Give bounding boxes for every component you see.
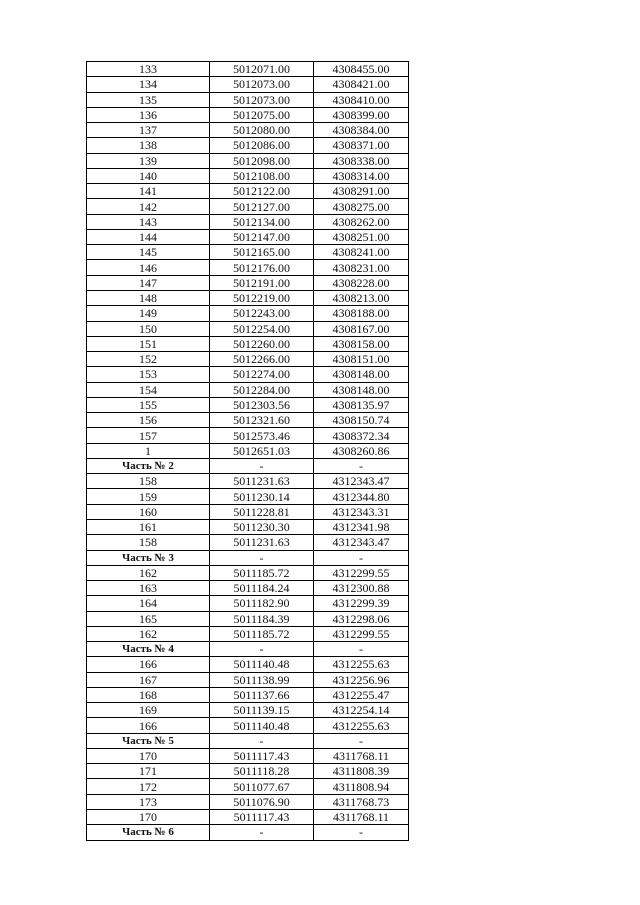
point-number-cell: 152 bbox=[87, 352, 210, 367]
table-row bbox=[87, 657, 409, 672]
point-number-cell: 150 bbox=[87, 321, 210, 336]
y-coordinate-cell: 4308262.00 bbox=[314, 214, 409, 229]
x-coordinate-cell: 5012651.03 bbox=[210, 443, 314, 458]
table-row bbox=[87, 489, 409, 504]
point-number-cell: 159 bbox=[87, 489, 210, 504]
table-section-row bbox=[87, 550, 409, 565]
y-coordinate-cell: 4308228.00 bbox=[314, 275, 409, 290]
point-number-cell: 166 bbox=[87, 718, 210, 733]
table-row bbox=[87, 138, 409, 153]
y-coordinate-cell: 4312300.88 bbox=[314, 581, 409, 596]
point-number-cell: 137 bbox=[87, 123, 210, 138]
table-row bbox=[87, 336, 409, 351]
table-row bbox=[87, 672, 409, 687]
x-coordinate-cell: 5011185.72 bbox=[210, 626, 314, 641]
table-row bbox=[87, 794, 409, 809]
table-row bbox=[87, 107, 409, 122]
y-coordinate-cell: 4312344.80 bbox=[314, 489, 409, 504]
y-coordinate-cell: 4312343.31 bbox=[314, 504, 409, 519]
x-coordinate-cell: 5012266.00 bbox=[210, 352, 314, 367]
point-number-cell: 165 bbox=[87, 611, 210, 626]
y-coordinate-cell: 4308188.00 bbox=[314, 306, 409, 321]
y-coordinate-cell: 4308338.00 bbox=[314, 153, 409, 168]
y-coordinate-cell: 4312299.55 bbox=[314, 626, 409, 641]
table-row bbox=[87, 214, 409, 229]
point-number-cell: 153 bbox=[87, 367, 210, 382]
y-coordinate-cell: 4308231.00 bbox=[314, 260, 409, 275]
table-row bbox=[87, 810, 409, 825]
y-coordinate-cell: 4312255.63 bbox=[314, 718, 409, 733]
y-coordinate-cell: 4312255.47 bbox=[314, 687, 409, 702]
x-coordinate-cell: 5011139.15 bbox=[210, 703, 314, 718]
point-number-cell: 167 bbox=[87, 672, 210, 687]
point-number-cell: 134 bbox=[87, 77, 210, 92]
table-row bbox=[87, 367, 409, 382]
y-coordinate-cell: 4308148.00 bbox=[314, 382, 409, 397]
x-coordinate-cell: 5011228.81 bbox=[210, 504, 314, 519]
x-coordinate-cell: - bbox=[210, 458, 314, 473]
x-coordinate-cell: 5011140.48 bbox=[210, 718, 314, 733]
table-row bbox=[87, 245, 409, 260]
x-coordinate-cell: 5012243.00 bbox=[210, 306, 314, 321]
x-coordinate-cell: 5012260.00 bbox=[210, 336, 314, 351]
table-row bbox=[87, 748, 409, 763]
y-coordinate-cell: 4308251.00 bbox=[314, 229, 409, 244]
y-coordinate-cell: 4308371.00 bbox=[314, 138, 409, 153]
point-number-cell: 1 bbox=[87, 443, 210, 458]
y-coordinate-cell: 4308135.97 bbox=[314, 397, 409, 412]
point-number-cell: 160 bbox=[87, 504, 210, 519]
table-row bbox=[87, 519, 409, 534]
point-number-cell: 172 bbox=[87, 779, 210, 794]
point-number-cell: 168 bbox=[87, 687, 210, 702]
table-row bbox=[87, 581, 409, 596]
table-row bbox=[87, 382, 409, 397]
table-row bbox=[87, 718, 409, 733]
y-coordinate-cell: 4312256.96 bbox=[314, 672, 409, 687]
x-coordinate-cell: - bbox=[210, 550, 314, 565]
y-coordinate-cell: 4312343.47 bbox=[314, 535, 409, 550]
y-coordinate-cell: 4308455.00 bbox=[314, 62, 409, 77]
x-coordinate-cell: 5012127.00 bbox=[210, 199, 314, 214]
x-coordinate-cell: 5011230.30 bbox=[210, 519, 314, 534]
table-row bbox=[87, 413, 409, 428]
point-number-cell: 144 bbox=[87, 229, 210, 244]
y-coordinate-cell: 4308213.00 bbox=[314, 290, 409, 305]
x-coordinate-cell: 5012274.00 bbox=[210, 367, 314, 382]
point-number-cell: 143 bbox=[87, 214, 210, 229]
y-coordinate-cell: - bbox=[314, 642, 409, 657]
y-coordinate-cell: 4312343.47 bbox=[314, 474, 409, 489]
coordinates-table bbox=[86, 61, 409, 841]
y-coordinate-cell: 4308410.00 bbox=[314, 92, 409, 107]
point-number-cell: 133 bbox=[87, 62, 210, 77]
table-row bbox=[87, 275, 409, 290]
x-coordinate-cell: 5011184.24 bbox=[210, 581, 314, 596]
y-coordinate-cell: 4312299.55 bbox=[314, 565, 409, 580]
y-coordinate-cell: 4312298.06 bbox=[314, 611, 409, 626]
table-row bbox=[87, 474, 409, 489]
y-coordinate-cell: 4308384.00 bbox=[314, 123, 409, 138]
table-row bbox=[87, 626, 409, 641]
table-row bbox=[87, 779, 409, 794]
point-number-cell: 166 bbox=[87, 657, 210, 672]
x-coordinate-cell: 5012147.00 bbox=[210, 229, 314, 244]
table-row bbox=[87, 260, 409, 275]
x-coordinate-cell: 5012284.00 bbox=[210, 382, 314, 397]
table-row bbox=[87, 123, 409, 138]
point-number-cell: 171 bbox=[87, 764, 210, 779]
point-number-cell: Часть № 5 bbox=[87, 733, 210, 748]
x-coordinate-cell: 5012254.00 bbox=[210, 321, 314, 336]
x-coordinate-cell: 5011230.14 bbox=[210, 489, 314, 504]
table-row bbox=[87, 611, 409, 626]
table-row bbox=[87, 397, 409, 412]
x-coordinate-cell: 5011117.43 bbox=[210, 748, 314, 763]
table-row bbox=[87, 443, 409, 458]
x-coordinate-cell: 5012165.00 bbox=[210, 245, 314, 260]
x-coordinate-cell: 5011118.28 bbox=[210, 764, 314, 779]
x-coordinate-cell: 5012086.00 bbox=[210, 138, 314, 153]
y-coordinate-cell: 4308291.00 bbox=[314, 184, 409, 199]
point-number-cell: 154 bbox=[87, 382, 210, 397]
point-number-cell: 135 bbox=[87, 92, 210, 107]
point-number-cell: 155 bbox=[87, 397, 210, 412]
table-row bbox=[87, 764, 409, 779]
y-coordinate-cell: 4311768.11 bbox=[314, 748, 409, 763]
point-number-cell: 169 bbox=[87, 703, 210, 718]
point-number-cell: 136 bbox=[87, 107, 210, 122]
point-number-cell: 161 bbox=[87, 519, 210, 534]
table-row bbox=[87, 504, 409, 519]
table-row bbox=[87, 168, 409, 183]
y-coordinate-cell: 4312255.63 bbox=[314, 657, 409, 672]
table-row bbox=[87, 229, 409, 244]
point-number-cell: 151 bbox=[87, 336, 210, 351]
x-coordinate-cell: 5012122.00 bbox=[210, 184, 314, 199]
point-number-cell: 163 bbox=[87, 581, 210, 596]
y-coordinate-cell: 4311768.73 bbox=[314, 794, 409, 809]
y-coordinate-cell: - bbox=[314, 825, 409, 840]
y-coordinate-cell: 4308148.00 bbox=[314, 367, 409, 382]
x-coordinate-cell: 5012071.00 bbox=[210, 62, 314, 77]
x-coordinate-cell: 5012080.00 bbox=[210, 123, 314, 138]
table-section-row bbox=[87, 825, 409, 840]
x-coordinate-cell: 5012075.00 bbox=[210, 107, 314, 122]
table-row bbox=[87, 62, 409, 77]
point-number-cell: 147 bbox=[87, 275, 210, 290]
table-row bbox=[87, 352, 409, 367]
y-coordinate-cell: 4312254.14 bbox=[314, 703, 409, 718]
point-number-cell: 158 bbox=[87, 535, 210, 550]
table-row bbox=[87, 77, 409, 92]
y-coordinate-cell: 4308167.00 bbox=[314, 321, 409, 336]
point-number-cell: 146 bbox=[87, 260, 210, 275]
point-number-cell: 139 bbox=[87, 153, 210, 168]
y-coordinate-cell: 4312341.98 bbox=[314, 519, 409, 534]
y-coordinate-cell: 4311768.11 bbox=[314, 810, 409, 825]
point-number-cell: 148 bbox=[87, 290, 210, 305]
x-coordinate-cell: 5012073.00 bbox=[210, 92, 314, 107]
x-coordinate-cell: - bbox=[210, 642, 314, 657]
x-coordinate-cell: 5011117.43 bbox=[210, 810, 314, 825]
y-coordinate-cell: 4308421.00 bbox=[314, 77, 409, 92]
point-number-cell: Часть № 4 bbox=[87, 642, 210, 657]
x-coordinate-cell: 5012191.00 bbox=[210, 275, 314, 290]
table-row bbox=[87, 153, 409, 168]
table-row bbox=[87, 199, 409, 214]
point-number-cell: 170 bbox=[87, 810, 210, 825]
x-coordinate-cell: 5011076.90 bbox=[210, 794, 314, 809]
x-coordinate-cell: - bbox=[210, 825, 314, 840]
x-coordinate-cell: 5011140.48 bbox=[210, 657, 314, 672]
y-coordinate-cell: 4308314.00 bbox=[314, 168, 409, 183]
x-coordinate-cell: 5011138.99 bbox=[210, 672, 314, 687]
table-row bbox=[87, 687, 409, 702]
table-row bbox=[87, 290, 409, 305]
table-row bbox=[87, 428, 409, 443]
table-row bbox=[87, 184, 409, 199]
y-coordinate-cell: - bbox=[314, 550, 409, 565]
x-coordinate-cell: 5012303.56 bbox=[210, 397, 314, 412]
point-number-cell: 164 bbox=[87, 596, 210, 611]
x-coordinate-cell: 5012573.46 bbox=[210, 428, 314, 443]
y-coordinate-cell: - bbox=[314, 733, 409, 748]
x-coordinate-cell: 5012108.00 bbox=[210, 168, 314, 183]
table-section-row bbox=[87, 458, 409, 473]
table-row bbox=[87, 306, 409, 321]
x-coordinate-cell: 5011231.63 bbox=[210, 535, 314, 550]
x-coordinate-cell: 5012098.00 bbox=[210, 153, 314, 168]
point-number-cell: Часть № 2 bbox=[87, 458, 210, 473]
x-coordinate-cell: 5012219.00 bbox=[210, 290, 314, 305]
x-coordinate-cell: 5011184.39 bbox=[210, 611, 314, 626]
point-number-cell: Часть № 6 bbox=[122, 826, 174, 839]
coordinates-table-body bbox=[87, 62, 409, 841]
x-coordinate-cell: 5011137.66 bbox=[210, 687, 314, 702]
y-coordinate-cell: 4308399.00 bbox=[314, 107, 409, 122]
point-number-cell: 170 bbox=[87, 748, 210, 763]
point-number-cell: 141 bbox=[87, 184, 210, 199]
point-number-cell: Часть № 3 bbox=[87, 550, 210, 565]
y-coordinate-cell: 4311808.94 bbox=[314, 779, 409, 794]
point-number-cell: 162 bbox=[87, 626, 210, 641]
x-coordinate-cell: 5012134.00 bbox=[210, 214, 314, 229]
y-coordinate-cell: 4308150.74 bbox=[314, 413, 409, 428]
point-number-cell: 157 bbox=[87, 428, 210, 443]
point-number-cell: 173 bbox=[87, 794, 210, 809]
x-coordinate-cell: 5011231.63 bbox=[210, 474, 314, 489]
y-coordinate-cell: - bbox=[314, 458, 409, 473]
y-coordinate-cell: 4308372.34 bbox=[314, 428, 409, 443]
y-coordinate-cell: 4311808.39 bbox=[314, 764, 409, 779]
y-coordinate-cell: 4308151.00 bbox=[314, 352, 409, 367]
y-coordinate-cell: 4308241.00 bbox=[314, 245, 409, 260]
x-coordinate-cell: 5012073.00 bbox=[210, 77, 314, 92]
table-row bbox=[87, 321, 409, 336]
point-number-cell: 156 bbox=[87, 413, 210, 428]
x-coordinate-cell: 5012176.00 bbox=[210, 260, 314, 275]
point-number-cell: 162 bbox=[87, 565, 210, 580]
point-number-cell: 158 bbox=[87, 474, 210, 489]
x-coordinate-cell: 5011182.90 bbox=[210, 596, 314, 611]
x-coordinate-cell: 5011185.72 bbox=[210, 565, 314, 580]
x-coordinate-cell: 5012321.60 bbox=[210, 413, 314, 428]
x-coordinate-cell: - bbox=[210, 733, 314, 748]
y-coordinate-cell: 4308158.00 bbox=[314, 336, 409, 351]
table-section-row bbox=[87, 733, 409, 748]
point-number-cell: 138 bbox=[87, 138, 210, 153]
point-number-cell: 142 bbox=[87, 199, 210, 214]
table-row bbox=[87, 703, 409, 718]
y-coordinate-cell: 4308260.86 bbox=[314, 443, 409, 458]
y-coordinate-cell: 4308275.00 bbox=[314, 199, 409, 214]
table-row bbox=[87, 535, 409, 550]
table-section-row bbox=[87, 642, 409, 657]
point-number-cell: 149 bbox=[87, 306, 210, 321]
table-row bbox=[87, 92, 409, 107]
table-row bbox=[87, 596, 409, 611]
table-row bbox=[87, 565, 409, 580]
point-number-cell: 140 bbox=[87, 168, 210, 183]
y-coordinate-cell: 4312299.39 bbox=[314, 596, 409, 611]
x-coordinate-cell: 5011077.67 bbox=[210, 779, 314, 794]
point-number-cell: 145 bbox=[87, 245, 210, 260]
